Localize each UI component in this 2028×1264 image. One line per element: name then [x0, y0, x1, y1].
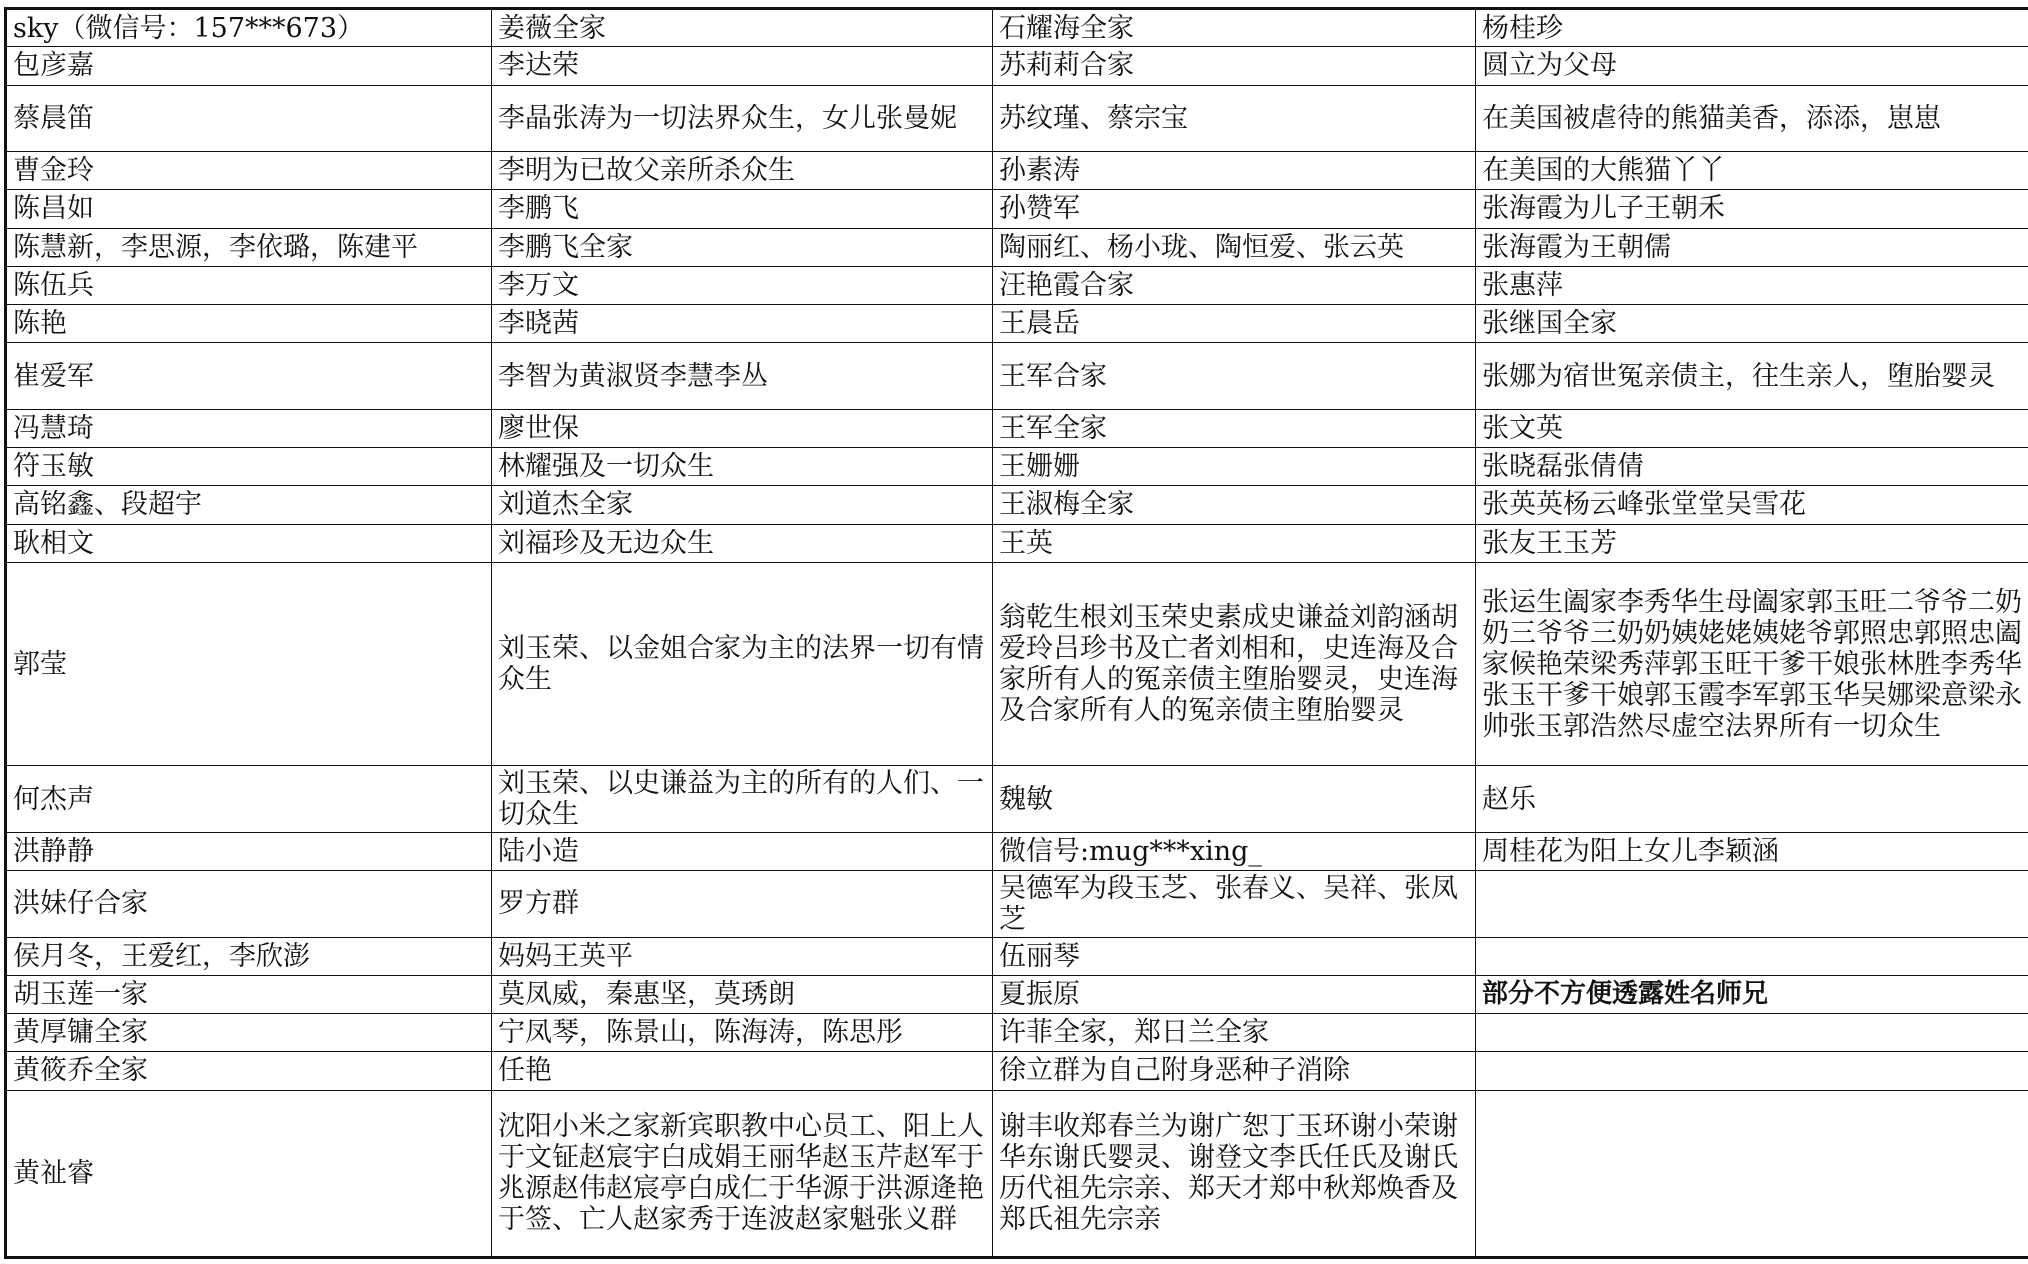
table-cell: 蔡晨笛 — [6, 85, 492, 151]
table-cell: 陈慧新，李思源，李依璐，陈建平 — [6, 228, 492, 266]
table-cell: 耿相文 — [6, 524, 492, 562]
table-cell: 李达荣 — [492, 47, 993, 85]
table-cell: 王晨岳 — [993, 305, 1476, 343]
table-cell: 微信号:mug***xing_ — [993, 832, 1476, 870]
table-cell: 张海霞为儿子王朝禾 — [1476, 190, 2028, 228]
table-cell: 洪静静 — [6, 832, 492, 870]
dedication-name-table — [4, 7, 2028, 1259]
table-row — [6, 1090, 2028, 1257]
table-row — [6, 305, 2028, 343]
table-cell: 孙素涛 — [993, 152, 1476, 190]
table-cell: 张英英杨云峰张堂堂吴雪花 — [1476, 486, 2028, 524]
table-cell: 刘玉荣、以史谦益为主的所有的人们、一切众生 — [492, 766, 993, 832]
table-cell: 张娜为宿世冤亲债主，往生亲人，堕胎婴灵 — [1476, 343, 2028, 409]
table-cell: 李智为黄淑贤李慧李丛 — [492, 343, 993, 409]
table-cell: 廖世保 — [492, 409, 993, 447]
table-row — [6, 448, 2028, 486]
table-cell: 周桂花为阳上女儿李颖涵 — [1476, 832, 2028, 870]
table-cell: 张晓磊张倩倩 — [1476, 448, 2028, 486]
table-cell: 许菲全家，郑日兰全家 — [993, 1014, 1476, 1052]
table-cell — [1476, 1014, 2028, 1052]
table-cell: 任艳 — [492, 1052, 993, 1090]
table-cell: 崔爱军 — [6, 343, 492, 409]
table-row — [6, 1052, 2028, 1090]
table-cell: 苏莉莉合家 — [993, 47, 1476, 85]
table-row — [6, 228, 2028, 266]
table-cell: 徐立群为自己附身恶种子消除 — [993, 1052, 1476, 1090]
table-cell: 陈伍兵 — [6, 266, 492, 304]
table-cell: 李鹏飞全家 — [492, 228, 993, 266]
table-cell: 王军全家 — [993, 409, 1476, 447]
table-cell: 侯月冬，王爱红，李欣澎 — [6, 937, 492, 975]
table-cell: 黄祉睿 — [6, 1090, 492, 1257]
table-cell — [1476, 1090, 2028, 1257]
table-cell: 陈昌如 — [6, 190, 492, 228]
table-cell-note: 部分不方便透露姓名师兄 — [1476, 975, 2028, 1013]
table-cell: 王英 — [993, 524, 1476, 562]
table-cell: 李明为已故父亲所杀众生 — [492, 152, 993, 190]
table-row — [6, 975, 2028, 1013]
table-cell: 罗方群 — [492, 871, 993, 937]
table-cell: 王军合家 — [993, 343, 1476, 409]
table-row — [6, 343, 2028, 409]
table-cell: 冯慧琦 — [6, 409, 492, 447]
table-row — [6, 190, 2028, 228]
table-row — [6, 47, 2028, 85]
table-cell: 包彦嘉 — [6, 47, 492, 85]
table-cell: 张友王玉芳 — [1476, 524, 2028, 562]
table-cell: sky（微信号：157***673） — [6, 9, 492, 47]
table-cell: 刘玉荣、以金姐合家为主的法界一切有情众生 — [492, 562, 993, 765]
table-cell: 陈艳 — [6, 305, 492, 343]
table-cell: 林耀强及一切众生 — [492, 448, 993, 486]
table-row — [6, 832, 2028, 870]
table-cell: 曹金玲 — [6, 152, 492, 190]
table-cell: 张惠萍 — [1476, 266, 2028, 304]
table-cell: 在美国的大熊猫丫丫 — [1476, 152, 2028, 190]
table-cell: 张继国全家 — [1476, 305, 2028, 343]
table-cell: 赵乐 — [1476, 766, 2028, 832]
table-cell: 洪妹仔合家 — [6, 871, 492, 937]
table-row — [6, 562, 2028, 765]
table-cell — [1476, 1052, 2028, 1090]
table-row — [6, 409, 2028, 447]
table-cell: 高铭鑫、段超宇 — [6, 486, 492, 524]
table-cell: 宁凤琴，陈景山，陈海涛，陈思彤 — [492, 1014, 993, 1052]
table-cell: 陶丽红、杨小珑、陶恒爱、张云英 — [993, 228, 1476, 266]
table-row — [6, 85, 2028, 151]
table-cell: 李晓茜 — [492, 305, 993, 343]
table-cell: 苏纹瑾、蔡宗宝 — [993, 85, 1476, 151]
table-row — [6, 486, 2028, 524]
table-cell — [1476, 871, 2028, 937]
table-cell: 胡玉莲一家 — [6, 975, 492, 1013]
table-cell: 张海霞为王朝儒 — [1476, 228, 2028, 266]
table-cell: 刘福珍及无边众生 — [492, 524, 993, 562]
table-row — [6, 266, 2028, 304]
table-cell: 孙赞军 — [993, 190, 1476, 228]
table-cell: 黄筱乔全家 — [6, 1052, 492, 1090]
table-cell: 魏敏 — [993, 766, 1476, 832]
table-row — [6, 937, 2028, 975]
table-cell: 汪艳霞合家 — [993, 266, 1476, 304]
table-row — [6, 871, 2028, 937]
table-body — [6, 9, 2028, 1258]
table-cell: 陆小造 — [492, 832, 993, 870]
table-cell: 谢丰收郑春兰为谢广恕丁玉环谢小荣谢华东谢氏婴灵、谢登文李氏任氏及谢氏历代祖先宗亲、郑天才郑中秋郑焕香及郑氏祖先宗亲 — [993, 1090, 1476, 1257]
table-cell: 杨桂珍 — [1476, 9, 2028, 47]
table-cell: 王淑梅全家 — [993, 486, 1476, 524]
table-cell: 郭莹 — [6, 562, 492, 765]
table-cell: 在美国被虐待的熊猫美香，添添，崽崽 — [1476, 85, 2028, 151]
table-cell: 石耀海全家 — [993, 9, 1476, 47]
table-cell: 黄厚镛全家 — [6, 1014, 492, 1052]
table-cell: 沈阳小米之家新宾职教中心员工、阳上人于文钲赵宸宇白成娟王丽华赵玉芹赵军于兆源赵伟赵宸亭白成仁于华源于洪源逄艳于签、亡人赵家秀于连波赵家魁张义群 — [492, 1090, 993, 1257]
table-cell: 姜薇全家 — [492, 9, 993, 47]
table-row — [6, 1014, 2028, 1052]
table-cell: 翁乾生根刘玉荣史素成史谦益刘韵涵胡爱玲吕珍书及亡者刘相和，史连海及合家所有人的冤亲债主堕胎婴灵，史连海及合家所有人的冤亲债主堕胎婴灵 — [993, 562, 1476, 765]
table-cell: 伍丽琴 — [993, 937, 1476, 975]
table-cell: 李鹏飞 — [492, 190, 993, 228]
table-cell — [1476, 937, 2028, 975]
table-row — [6, 152, 2028, 190]
table-cell: 吴德军为段玉芝、张春义、吴祥、张凤芝 — [993, 871, 1476, 937]
table-cell: 李晶张涛为一切法界众生，女儿张曼妮 — [492, 85, 993, 151]
table-row — [6, 766, 2028, 832]
table-cell: 何杰声 — [6, 766, 492, 832]
table-cell: 张运生阖家李秀华生母阖家郭玉旺二爷爷二奶奶三爷爷三奶奶姨姥姥姨姥爷郭照忠郭照忠阖家候艳荣梁秀萍郭玉旺干爹干娘张林胜李秀华张玉干爹干娘郭玉霞李军郭玉华吴娜梁意梁永帅张玉郭浩然尽虚空法界所有一切众生 — [1476, 562, 2028, 765]
table-cell: 刘道杰全家 — [492, 486, 993, 524]
table-cell: 王姗姗 — [993, 448, 1476, 486]
table-cell: 张文英 — [1476, 409, 2028, 447]
table-cell: 符玉敏 — [6, 448, 492, 486]
table-row — [6, 524, 2028, 562]
table-row — [6, 9, 2028, 47]
table-cell: 夏振原 — [993, 975, 1476, 1013]
table-cell: 妈妈王英平 — [492, 937, 993, 975]
table-cell: 莫凤威，秦惠坚，莫琇朗 — [492, 975, 993, 1013]
table-cell: 圆立为父母 — [1476, 47, 2028, 85]
table-cell: 李万文 — [492, 266, 993, 304]
